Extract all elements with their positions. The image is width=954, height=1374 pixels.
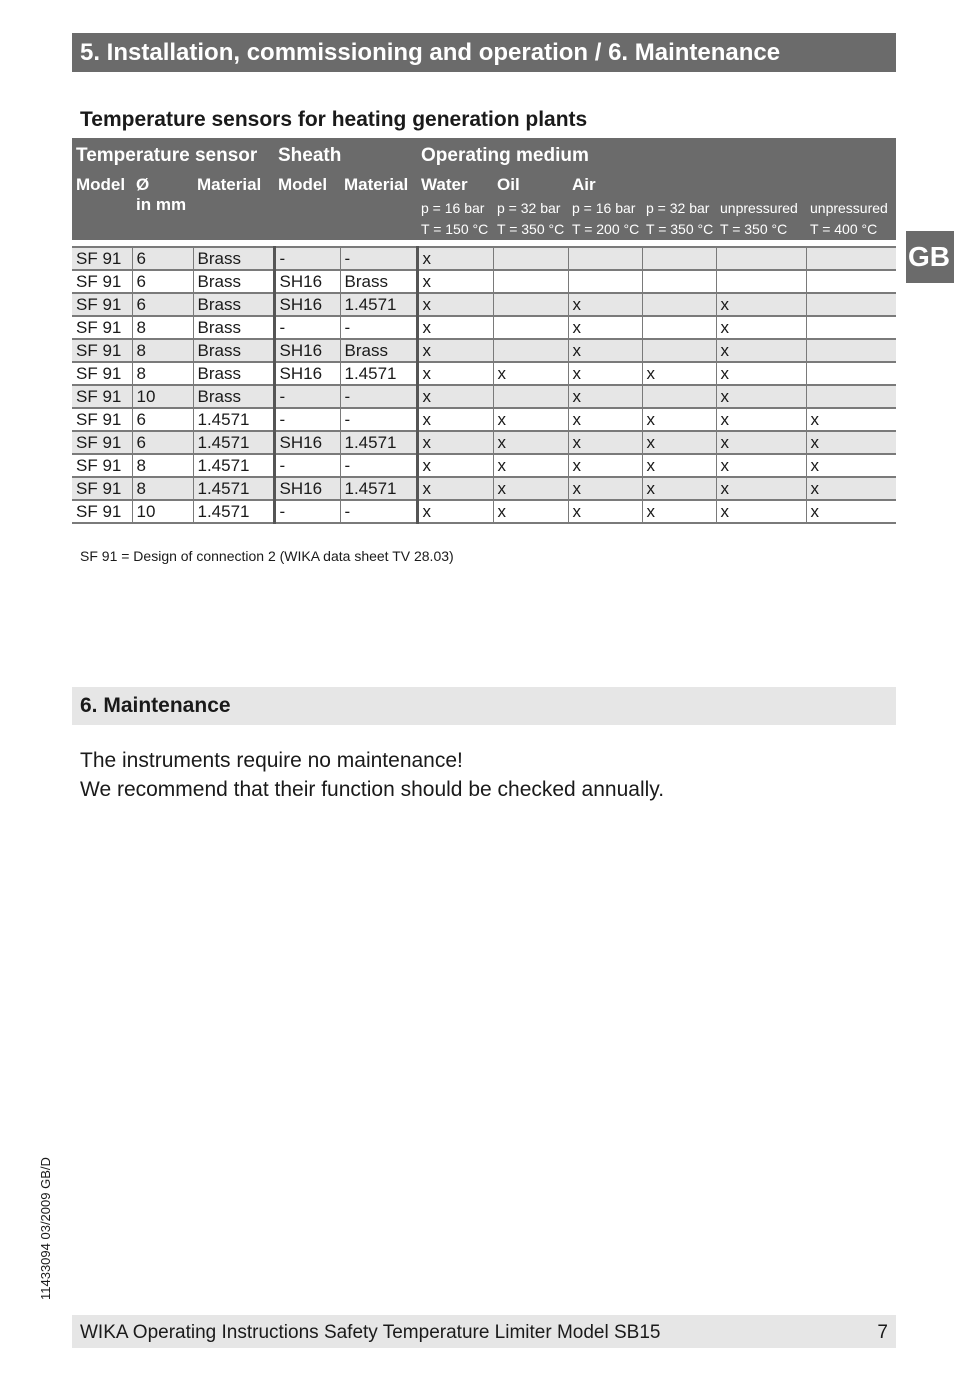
cell-sheath-material: -: [340, 247, 417, 270]
cell-material: 1.4571: [193, 500, 274, 523]
col-model: Model: [76, 175, 126, 194]
cell-unpressured-400: x: [806, 454, 896, 477]
cell-sheath-material: 1.4571: [340, 431, 417, 454]
cell-unpressured-350: x: [716, 431, 806, 454]
cell-material: Brass: [193, 316, 274, 339]
cell-oil-32bar: [493, 385, 568, 408]
col-air: Air: [572, 175, 596, 194]
table-row: [72, 247, 896, 270]
cell-unpressured-400: [806, 339, 896, 362]
cell-model: SF 91: [72, 339, 132, 362]
group-operating-medium: Operating medium: [421, 145, 589, 166]
cell-model: SF 91: [72, 454, 132, 477]
col-diameter: Ø: [136, 175, 150, 194]
cell-air-32bar: [642, 247, 716, 270]
cell-oil-32bar: x: [493, 477, 568, 500]
cell-material: Brass: [193, 293, 274, 316]
cell-sheath-material: -: [340, 454, 417, 477]
cell-material: 1.4571: [193, 408, 274, 431]
cell-air-32bar: x: [642, 408, 716, 431]
table-title: Temperature sensors for heating generation plants: [80, 108, 588, 131]
cell-model: SF 91: [72, 500, 132, 523]
cell-sheath-model: -: [274, 385, 340, 408]
cell-water-16bar: x: [417, 454, 493, 477]
cell-air-16bar: x: [568, 316, 642, 339]
page-footer: [72, 1315, 896, 1348]
cond-3-pressure: p = 16 bar: [572, 200, 636, 216]
cell-water-16bar: x: [417, 293, 493, 316]
cell-unpressured-400: [806, 385, 896, 408]
cell-water-16bar: x: [417, 385, 493, 408]
cell-unpressured-400: x: [806, 500, 896, 523]
cell-air-32bar: [642, 316, 716, 339]
cond-1-temperature: T = 150 °C: [421, 221, 489, 237]
cell-sheath-model: -: [274, 500, 340, 523]
cell-diameter: 6: [132, 431, 193, 454]
cell-diameter: 6: [132, 293, 193, 316]
cond-5-temperature: T = 350 °C: [720, 221, 788, 237]
cell-diameter: 10: [132, 500, 193, 523]
cond-1-pressure: p = 16 bar: [421, 200, 485, 216]
col-material: Material: [197, 175, 262, 194]
footer-title: WIKA Operating Instructions Safety Temperature Limiter Model SB15: [80, 1322, 661, 1343]
cell-material: Brass: [193, 362, 274, 385]
cell-unpressured-350: x: [716, 316, 806, 339]
table-row: [72, 454, 896, 477]
cell-material: Brass: [193, 339, 274, 362]
cell-air-16bar: x: [568, 293, 642, 316]
cell-material: Brass: [193, 247, 274, 270]
cell-unpressured-400: [806, 316, 896, 339]
cell-air-32bar: [642, 339, 716, 362]
cell-material: Brass: [193, 270, 274, 293]
col-water: Water: [421, 175, 468, 194]
cell-air-16bar: [568, 270, 642, 293]
col-sheath-material: Material: [344, 175, 409, 194]
cell-sheath-material: -: [340, 385, 417, 408]
cell-air-16bar: x: [568, 408, 642, 431]
cell-water-16bar: x: [417, 270, 493, 293]
cell-diameter: 8: [132, 362, 193, 385]
table-row: [72, 293, 896, 316]
col-oil: Oil: [497, 175, 520, 194]
cell-sheath-model: SH16: [274, 362, 340, 385]
cell-unpressured-400: x: [806, 431, 896, 454]
cell-material: Brass: [193, 385, 274, 408]
cell-material: 1.4571: [193, 477, 274, 500]
cell-diameter: 6: [132, 270, 193, 293]
cell-oil-32bar: x: [493, 431, 568, 454]
cell-sheath-model: -: [274, 316, 340, 339]
cell-unpressured-400: [806, 247, 896, 270]
cell-unpressured-400: [806, 270, 896, 293]
cell-air-16bar: x: [568, 362, 642, 385]
table-row: [72, 431, 896, 454]
cell-sheath-model: SH16: [274, 270, 340, 293]
cell-unpressured-350: x: [716, 408, 806, 431]
cell-water-16bar: x: [417, 247, 493, 270]
cell-air-16bar: x: [568, 477, 642, 500]
cell-water-16bar: x: [417, 362, 493, 385]
table-row: [72, 362, 896, 385]
cell-model: SF 91: [72, 293, 132, 316]
cell-oil-32bar: [493, 247, 568, 270]
cell-oil-32bar: [493, 316, 568, 339]
cell-oil-32bar: x: [493, 408, 568, 431]
cell-sheath-material: 1.4571: [340, 293, 417, 316]
cell-unpressured-350: x: [716, 454, 806, 477]
page-number: 7: [877, 1322, 888, 1343]
cell-sheath-model: SH16: [274, 477, 340, 500]
cell-unpressured-350: x: [716, 385, 806, 408]
table-footnote: SF 91 = Design of connection 2 (WIKA data sheet TV 28.03): [80, 548, 454, 564]
cell-sheath-model: SH16: [274, 293, 340, 316]
cell-air-16bar: x: [568, 339, 642, 362]
cell-unpressured-350: [716, 270, 806, 293]
cond-6-pressure: unpressured: [810, 200, 888, 216]
cell-air-16bar: x: [568, 454, 642, 477]
cell-air-32bar: x: [642, 477, 716, 500]
cond-4-temperature: T = 350 °C: [646, 221, 714, 237]
table-header: [72, 138, 896, 240]
cell-water-16bar: x: [417, 477, 493, 500]
cell-model: SF 91: [72, 270, 132, 293]
cell-unpressured-350: x: [716, 362, 806, 385]
cell-air-16bar: x: [568, 431, 642, 454]
cell-unpressured-400: [806, 362, 896, 385]
cell-unpressured-350: [716, 247, 806, 270]
cell-diameter: 6: [132, 408, 193, 431]
col-diameter-unit: in mm: [136, 195, 187, 214]
table-row: [72, 477, 896, 500]
cell-unpressured-400: x: [806, 477, 896, 500]
cell-sheath-material: 1.4571: [340, 362, 417, 385]
cell-diameter: 8: [132, 454, 193, 477]
cond-2-pressure: p = 32 bar: [497, 200, 561, 216]
cell-air-32bar: [642, 293, 716, 316]
cell-material: 1.4571: [193, 454, 274, 477]
cell-sheath-material: -: [340, 408, 417, 431]
group-sheath: Sheath: [278, 145, 342, 166]
cell-model: SF 91: [72, 408, 132, 431]
cell-water-16bar: x: [417, 500, 493, 523]
table-row: [72, 339, 896, 362]
cell-water-16bar: x: [417, 316, 493, 339]
cell-oil-32bar: [493, 270, 568, 293]
cond-4-pressure: p = 32 bar: [646, 200, 710, 216]
cell-air-32bar: x: [642, 454, 716, 477]
cell-air-16bar: x: [568, 500, 642, 523]
cond-5-pressure: unpressured: [720, 200, 798, 216]
cell-material: 1.4571: [193, 431, 274, 454]
cell-model: SF 91: [72, 247, 132, 270]
table-row: [72, 270, 896, 293]
cell-water-16bar: x: [417, 339, 493, 362]
cell-sheath-material: Brass: [340, 270, 417, 293]
cell-unpressured-400: [806, 293, 896, 316]
cell-air-16bar: [568, 247, 642, 270]
cell-model: SF 91: [72, 362, 132, 385]
maintenance-heading: 6. Maintenance: [72, 687, 896, 725]
cell-diameter: 6: [132, 247, 193, 270]
cell-sheath-material: Brass: [340, 339, 417, 362]
cell-diameter: 8: [132, 316, 193, 339]
language-tab: GB: [906, 231, 954, 283]
cell-model: SF 91: [72, 477, 132, 500]
maintenance-text-1: The instruments require no maintenance!: [80, 749, 463, 772]
col-sheath-model: Model: [278, 175, 328, 194]
chapter-title: 5. Installation, commissioning and operation / 6. Maintenance: [72, 33, 896, 72]
document-code: 11433094 03/2009 GB/D: [38, 1157, 53, 1300]
cell-diameter: 8: [132, 339, 193, 362]
cell-oil-32bar: [493, 339, 568, 362]
cell-model: SF 91: [72, 385, 132, 408]
cell-unpressured-350: x: [716, 339, 806, 362]
cell-water-16bar: x: [417, 408, 493, 431]
cond-3-temperature: T = 200 °C: [572, 221, 640, 237]
cell-unpressured-350: x: [716, 500, 806, 523]
cell-sheath-material: -: [340, 500, 417, 523]
table-row: [72, 500, 896, 523]
maintenance-text-2: We recommend that their function should be checked annually.: [80, 778, 665, 801]
cell-sheath-material: -: [340, 316, 417, 339]
cell-model: SF 91: [72, 316, 132, 339]
table-row: [72, 408, 896, 431]
cell-sheath-model: SH16: [274, 431, 340, 454]
cell-oil-32bar: x: [493, 454, 568, 477]
cell-oil-32bar: x: [493, 362, 568, 385]
table-row: [72, 385, 896, 408]
cell-diameter: 8: [132, 477, 193, 500]
cell-sheath-model: SH16: [274, 339, 340, 362]
cell-air-32bar: x: [642, 362, 716, 385]
cell-sheath-material: 1.4571: [340, 477, 417, 500]
cond-2-temperature: T = 350 °C: [497, 221, 565, 237]
cell-air-32bar: [642, 270, 716, 293]
cell-unpressured-350: x: [716, 477, 806, 500]
cell-oil-32bar: x: [493, 500, 568, 523]
cell-model: SF 91: [72, 431, 132, 454]
cell-sheath-model: -: [274, 454, 340, 477]
cell-air-32bar: [642, 385, 716, 408]
cell-unpressured-400: x: [806, 408, 896, 431]
cell-unpressured-350: x: [716, 293, 806, 316]
cell-diameter: 10: [132, 385, 193, 408]
cond-6-temperature: T = 400 °C: [810, 221, 878, 237]
cell-sheath-model: -: [274, 247, 340, 270]
cell-sheath-model: -: [274, 408, 340, 431]
cell-air-32bar: x: [642, 431, 716, 454]
cell-oil-32bar: [493, 293, 568, 316]
sensor-table: [72, 246, 896, 524]
cell-air-32bar: x: [642, 500, 716, 523]
table-row: [72, 316, 896, 339]
cell-water-16bar: x: [417, 431, 493, 454]
cell-air-16bar: x: [568, 385, 642, 408]
group-temperature-sensor: Temperature sensor: [76, 145, 258, 166]
